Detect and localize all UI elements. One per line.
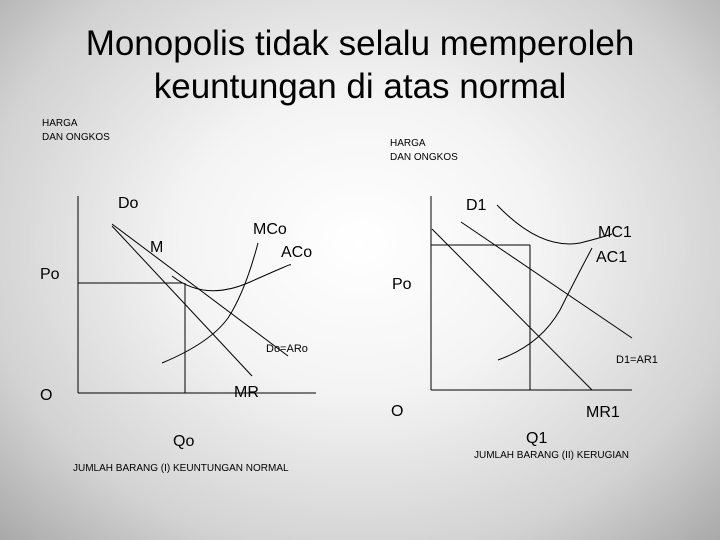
left-yaxis-label-2: DAN ONGKOS <box>42 132 110 143</box>
right-labels <box>390 138 658 461</box>
right-ar-label: D1=AR1 <box>616 354 658 366</box>
left-origin-label: O <box>40 387 53 404</box>
title-line-1: Monopolis tidak selalu memperoleh <box>85 24 635 63</box>
left-ac-label: ACo <box>281 244 313 261</box>
left-caption: JUMLAH BARANG (I) KEUNTUNGAN NORMAL <box>73 463 289 474</box>
left-mc-curve <box>162 243 258 363</box>
left-quantity-label: Qo <box>173 433 195 450</box>
right-ac-curve <box>497 205 612 244</box>
left-price-label: Po <box>40 266 60 283</box>
right-yaxis-label-2: DAN ONGKOS <box>390 152 458 163</box>
left-demand-label: Do <box>118 195 139 212</box>
right-yaxis-label-1: HARGA <box>390 138 426 149</box>
left-yaxis-label-1: HARGA <box>42 118 78 129</box>
right-mr-curve <box>432 229 592 390</box>
right-price-label: Po <box>392 276 412 293</box>
left-m-label: M <box>150 239 164 256</box>
left-labels <box>40 118 312 474</box>
right-origin-label: O <box>391 403 404 420</box>
right-demand-label: D1 <box>466 197 487 214</box>
left-ar-label: Do=ARo <box>266 343 308 355</box>
right-ac-label: AC1 <box>596 249 628 266</box>
left-ac-curve <box>172 265 291 291</box>
left-mr-label: MR <box>234 384 259 401</box>
right-mr-label: MR1 <box>586 404 620 421</box>
right-caption: JUMLAH BARANG (II) KERUGIAN <box>474 450 630 461</box>
right-quantity-label: Q1 <box>526 430 548 447</box>
title-line-2: keuntungan di atas normal <box>153 67 567 106</box>
right-mc-label: MC1 <box>598 224 632 241</box>
left-demand-curve <box>112 224 288 356</box>
left-mc-label: MCo <box>253 221 287 238</box>
